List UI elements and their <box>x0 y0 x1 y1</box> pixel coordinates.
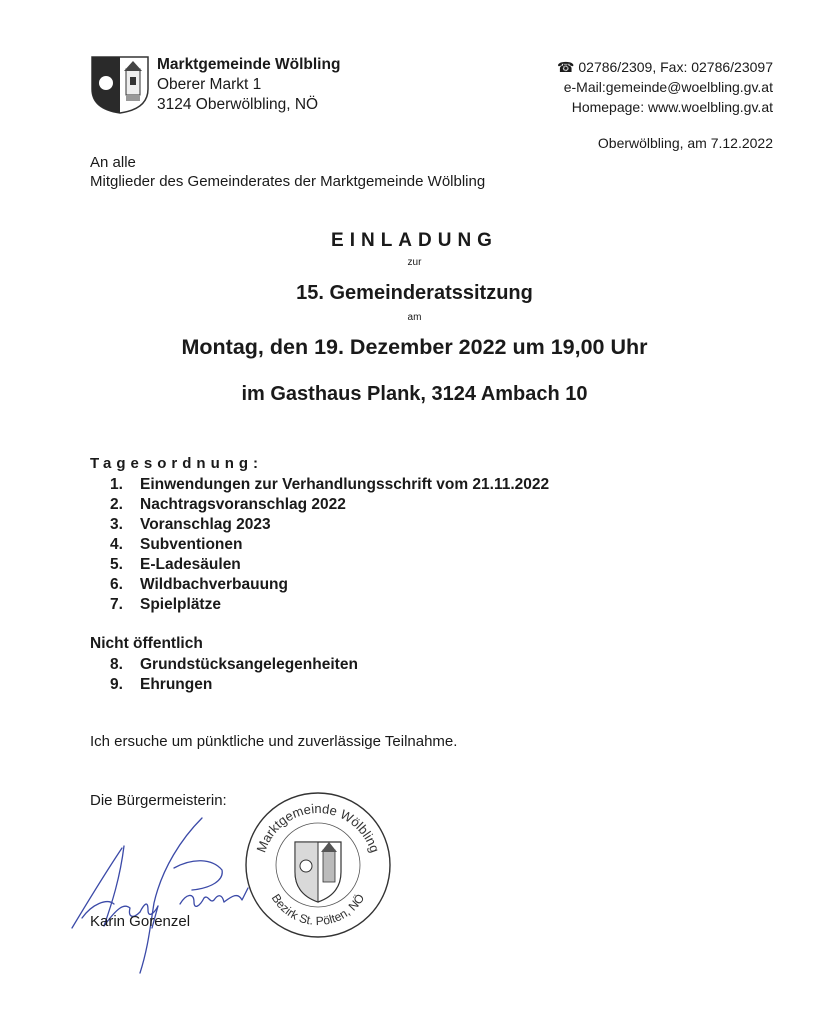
agenda-item-number: 4. <box>110 536 123 553</box>
agenda-item-number: 7. <box>110 596 123 613</box>
zur-label: zur <box>407 257 422 268</box>
agenda-item <box>110 595 549 615</box>
agenda-item-text: Nachtragsvoranschlag 2022 <box>140 496 346 513</box>
agenda-item <box>110 555 549 575</box>
agenda-item-text: Wildbachverbauung <box>140 576 288 593</box>
municipality-crest-icon <box>90 55 150 115</box>
address-line-1: Oberer Markt 1 <box>157 76 262 93</box>
agenda-item <box>110 495 549 515</box>
am-label: am <box>407 312 422 323</box>
invitation-title: EINLADUNG <box>331 230 498 251</box>
homepage-line: Homepage: www.woelbling.gv.at <box>571 99 773 115</box>
agenda-title: Tagesordnung: <box>90 455 264 472</box>
agenda-item-text: Einwendungen zur Verhandlungsschrift vom 21.11.2022 <box>140 476 550 493</box>
meeting-location: im Gasthaus Plank, 3124 Ambach 10 <box>241 383 588 405</box>
agenda-item <box>110 675 358 695</box>
email-line: e-Mail:gemeinde@woelbling.gv.at <box>563 79 773 95</box>
agenda-item <box>110 655 358 675</box>
agenda-item-text: Spielplätze <box>140 596 221 613</box>
phone-text: 02786/2309, Fax: 02786/23097 <box>578 59 773 75</box>
address-line-2: 3124 Oberwölbling, NÖ <box>157 96 319 113</box>
handwritten-signature-icon <box>62 808 262 978</box>
nonpublic-title: Nicht öffentlich <box>90 635 203 652</box>
agenda-item-number: 6. <box>110 576 123 593</box>
date-line: Oberwölbling, am 7.12.2022 <box>597 135 773 151</box>
nonpublic-agenda-list <box>110 655 358 695</box>
seal-bottom-text: Bezirk St. Pölten, NÖ <box>268 891 368 929</box>
mayor-role: Die Bürgermeisterin: <box>90 792 227 809</box>
agenda-item <box>110 535 549 555</box>
recipients-line-2: Mitglieder des Gemeinderates der Marktgemeinde Wölbling <box>90 173 486 190</box>
mayor-name: Karin Gorenzel <box>90 913 191 930</box>
closing-sentence: Ich ersuche um pünktliche und zuverlässige Teilnahme. <box>90 733 458 750</box>
agenda-item <box>110 475 549 495</box>
official-seal-icon <box>243 790 393 940</box>
recipients-line-1: An alle <box>90 154 136 171</box>
agenda-item-text: E-Ladesäulen <box>140 556 241 573</box>
agenda-item-text: Grundstücksangelegenheiten <box>140 656 358 673</box>
agenda-item <box>110 575 549 595</box>
agenda-item-number: 2. <box>110 496 123 513</box>
agenda-item-number: 1. <box>110 476 123 493</box>
recipients <box>90 153 485 191</box>
agenda-item-number: 3. <box>110 516 123 533</box>
agenda-item-text: Voranschlag 2023 <box>140 516 271 533</box>
agenda-item-number: 8. <box>110 656 123 673</box>
telephone-icon: ☎ <box>557 59 575 75</box>
agenda-item-text: Ehrungen <box>140 676 213 693</box>
org-name: Marktgemeinde Wölbling <box>157 56 341 73</box>
agenda-item <box>110 515 549 535</box>
agenda-item-number: 9. <box>110 676 123 693</box>
agenda-item-text: Subventionen <box>140 536 243 553</box>
session-title: 15. Gemeinderatssitzung <box>296 282 533 304</box>
sender-block <box>157 55 340 115</box>
meeting-datetime: Montag, den 19. Dezember 2022 um 19,00 Uhr <box>181 335 648 359</box>
agenda-item-number: 5. <box>110 556 123 573</box>
contact-block <box>557 57 773 117</box>
agenda-list <box>110 475 549 615</box>
phone-line <box>557 57 773 77</box>
seal-top-text: Marktgemeinde Wölbling <box>253 801 383 855</box>
